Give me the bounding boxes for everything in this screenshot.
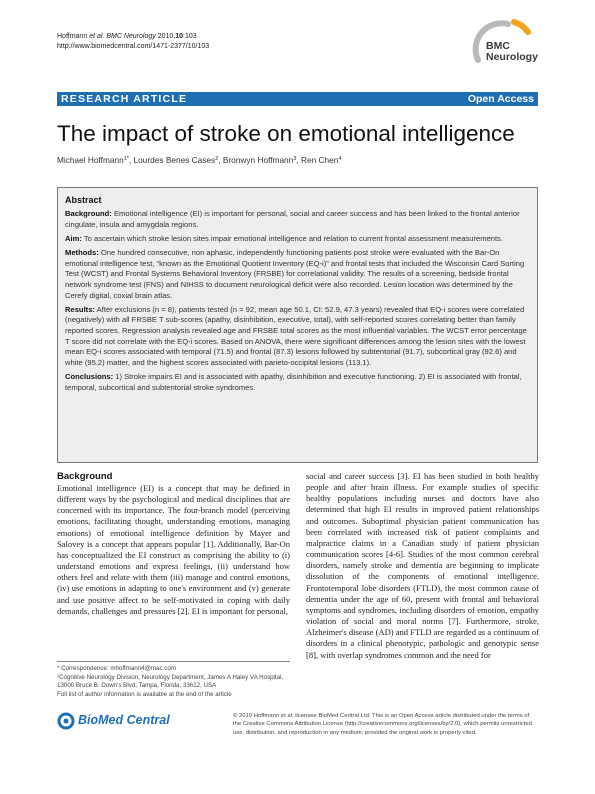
author-name: Michael Hoffmann (57, 155, 124, 165)
citation-article: :103 (183, 33, 197, 40)
section-text: To ascertain which stroke lesion sites impair emotional intelligence and relation to current frontal assessment measurements. (83, 233, 503, 243)
section-label: Methods: (65, 248, 99, 258)
citation-year: 2010, (157, 33, 176, 40)
correspondence-note[interactable]: * Correspondence: mhoffmann4@mac.com (57, 665, 176, 672)
section-label: Aim: (65, 233, 82, 243)
article-type-banner (57, 92, 538, 106)
section-text: After exclusions (n = 8), patients tested (n = 92, mean age 50.1, CI: 52.9, 47.3 years) revealed that EQ-i scores were correlated (negatively) with all FRSBE T sub-scores (apathy, disinhibition, executive, total), with self-reported scores correlating better than family reported scores. Regression analysis revealed age and FRSBE total scores as the most influential variables. The WCST error percentage T score did not correlate with the EQ-i scores. Based on ANOVA, there were significant differences among the lesion sites with the lowest mean EQ-i scores associated with temporal (71.5) and frontal (87.3) lesions followed by subtentorial (91.7), subcortical gray (92.6) and white (95.2) matter, and the highest scores associated with parieto-occipital lesions (113.1). (65, 304, 527, 367)
author-list: Michael Hoffmann$^{1*}$, Lourdes Benes Cases$^2$, Bronwyn Hoffmann$^3$, Ren Chen$^4$ (57, 155, 342, 165)
open-access-label: Open Access (467, 93, 534, 105)
logo-line2: Neurology (486, 51, 538, 63)
author-affiliation: 1* (123, 156, 129, 162)
biomed-central-text: BioMed Central (78, 713, 170, 727)
biomed-central-logo (57, 711, 177, 731)
biomed-central-ring-icon (57, 712, 75, 730)
body-column-left (57, 471, 290, 617)
author-affiliation: 4 (338, 156, 342, 162)
section-label: Conclusions: (65, 372, 114, 382)
journal-name: BMC Neurology (106, 33, 156, 40)
section-text: One hundred consecutive, non aphasic, independently functioning patients post stroke were evaluated with the Bar-On emotional intelligence test, “known as the Emotional Quotient Inventory (EQ-i)” and frontal tests that included the Wisconsin Card Sorting Test (WCST) and Frontal Systems Behavioral Inventory (FRSBE) for correlational validity. The results of a screening, bedside frontal network syndrome test (FNS) and NIHSS to document neurological deficit were also recorded. Lesion location was determined by the Cerefy digital, coxial brain atlas. (65, 248, 525, 300)
section-label: Results: (65, 304, 95, 314)
abstract-methods (65, 248, 530, 301)
section-text: Emotional intelligence (EI) is important for personal, social and career success and has been linked to the frontal anterior cingulate, insula and amygdala regions. (65, 209, 520, 229)
citation-line (57, 32, 209, 42)
section-label: Background: (65, 209, 112, 218)
body-paragraph: social and career success [3]. EI has been studied in both healthy people and after brain illness. For example studies of specific healthy populations including nurses and doctors have also determined that high EI results in improved patient relationships and outcomes. Suboptimal physician patient communication has been correlated with increased risk of patient complaints and malpractice claims in a Canadian study of patient physician communication scores [4-6]. Studies of the most common cerebral disorders, namely stroke and dementia are beginning to implicate dissolution of the components of emotional intelligence. Frontotemporal lobe disorders (FTLD), the most common cause of dementia under the age of 60, present with frontal and behavioral symptoms and syndromes, including disorders of emotion, empathy violation of social and moral norms [7]. Furthermore, stroke, Alzheimer's disease (AD) and FTLD are regarded as a continuum of disorders in a clinical phenotypic, pathologic and genotypic sense [8], with overlap syndromes common and the need for (306, 471, 539, 660)
abstract-results (65, 305, 530, 369)
section-heading-background: Background (57, 471, 113, 482)
abstract-conclusions (65, 372, 530, 393)
full-list-note: Full list of author information is available at the end of the article (57, 691, 232, 699)
logo-line1: BMC (486, 40, 510, 52)
abstract-box (57, 187, 538, 463)
section-text: 1) Stroke impairs EI and is associated with apathy, disinhibition and executive functioning. 2) EI is associated with frontal, temporal, subcortical and subtentorial stroke syndromes. (65, 372, 522, 392)
body-column-right (306, 471, 539, 661)
affiliation-note: ¹Cognitive Neurology Division, Neurology Department, James A Haley VA Hospital, 13000 Bruce B. Down's Blvd, Tampa, Florida, 33612, USA (57, 673, 284, 690)
footnotes (57, 661, 290, 700)
header-citation (57, 32, 209, 52)
article-type: RESEARCH ARTICLE (61, 93, 188, 105)
abstract-background (65, 209, 530, 230)
author-name: Bronwyn Hoffmann (222, 155, 294, 165)
body-paragraph: Emotional intelligence (EI) is a concept that may be defined in different ways by the psychological and medical disciplines that are concerned with its importance. The four-branch model (perceiving emotions, facilitating thought, understanding emotions, managing emotions) of emotional intelligence definition by Mayer and Salovey is a concept that appears popular [1]. Additionally, Bar-On has conceptualized the EI construct as comprising the ability to (i) understand emotions and express feelings, (ii) understand how others feel and relate with them (iii) manage and control emotions, (iv) use emotions in adapting to one's environment and (v) generate and use positive affect to be self-motivated in coping with daily demands, challenges and pressures [2]. EI is important for personal, (57, 483, 290, 616)
author-affiliation: 2 (215, 156, 219, 162)
copyright-notice: © 2010 Hoffmann et al; licensee BioMed Central Ltd. This is an Open Access article distributed under the terms of the Creative Commons Attribution License (http://creativecommons.org/licenses/by/2.0), which permits unrestricted use, distribution, and reproduction in any medium, provided the original work is properly cited. (233, 713, 532, 736)
citation-volume: 10 (175, 33, 184, 40)
author-affiliation: 3 (293, 156, 297, 162)
author-name: Ren Chen (300, 155, 339, 165)
article-title: The impact of stroke on emotional intelligence (57, 121, 515, 146)
abstract-aim (65, 234, 530, 245)
citation-etal: et al. (89, 33, 105, 40)
author-name: Lourdes Benes Cases (133, 155, 216, 165)
article-url[interactable]: http://www.biomedcentral.com/1471-2377/10/103 (57, 43, 210, 50)
abstract-heading: Abstract (65, 195, 102, 205)
logo-text (486, 41, 538, 63)
citation-author: Hoffmann (57, 33, 88, 40)
